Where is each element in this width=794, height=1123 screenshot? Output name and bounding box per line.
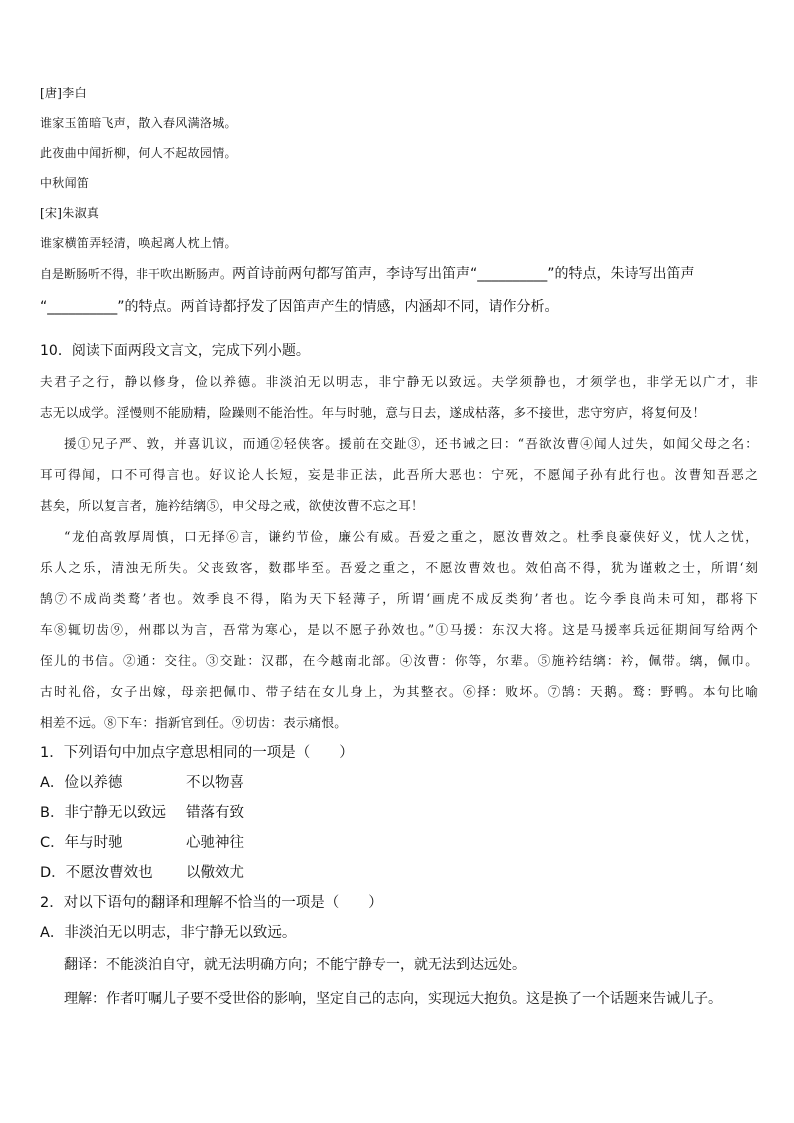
question-2-understanding: 理解：作者叮嘱儿子要不受世俗的影响，坚定自己的志向，实现远大抱负。这是换了一个话题来告诫儿子。: [64, 991, 722, 1007]
q10-title: 10．阅读下面两段文言文，完成下列小题。: [40, 343, 310, 359]
poem2-line-1: 谁家横笛弄轻清，唤起离人枕上情。: [40, 236, 237, 250]
question-1-option-c: [40, 828, 758, 858]
question-2-option-a: A．非淡泊无以明志，非宁静无以致远。: [40, 925, 297, 941]
passage-line: 援①兄子严、敦，并喜讥议，而通②轻侠客。援前在交趾③，还书诫之曰：“吾欲汝曹④闻人过失，如闻父母之名：: [64, 436, 758, 451]
poem2-title: 中秋闻笛: [40, 176, 90, 190]
passage-line: 鹄⑦不成尚类鹜’者也。效季良不得，陷为天下轻薄子，所谓‘画虎不成反类狗’者也。讫今季良尚未可知，郡将下: [40, 591, 758, 606]
passage-line: 侄儿的书信。②通：交往。③交趾：汉郡，在今越南北部。④汝曹：你等，尔辈。⑤施衿结缡：衿，佩带。缡，佩巾。: [40, 653, 758, 668]
option-label: A．俭以养德: [40, 775, 123, 791]
option-label: D．不愿汝曹效也: [40, 865, 153, 881]
q10-paragraph-3: [40, 521, 758, 738]
poem-question-start: 两首诗前两句都写笛声，李诗写出笛声“__________”的特点，朱诗写出笛声: [232, 266, 695, 282]
poem2-author: [宋]朱淑真: [40, 206, 100, 220]
document-page: [40, 78, 758, 1016]
q10-paragraph-1: [40, 366, 758, 428]
question-1-stem: 1．下列语句中加点字意思相同的一项是（ ）: [40, 745, 354, 761]
poem-question-tail: “__________”的特点。两首诗都抒发了因笛声产生的情感，内涵却不同，请作分析。: [40, 299, 559, 315]
passage-line: 乐人之乐，清浊无所失。父丧致客，数郡毕至。吾爱之重之，不愿汝曹效也。效伯高不得，犹为谨敕之士，所谓‘刻: [40, 560, 758, 575]
option-label: B．非宁静无以致远: [40, 805, 166, 821]
passage-line: 车⑧辄切齿⑨，州郡以为言，吾常为寒心，是以不愿子孙效也。”①马援：东汉大将。这是马援率兵远征期间写给两个: [40, 622, 758, 637]
passage-line: 耳可得闻，口不可得言也。好议论人长短，妄是非正法，此吾所大恶也：宁死，不愿闻子孙有此行也。汝曹知吾恶之: [40, 467, 758, 482]
question-1-option-d: [40, 858, 758, 888]
option-pair: 不以物喜: [186, 775, 244, 791]
question-2-stem: 2．对以下语句的翻译和理解不恰当的一项是（ ）: [40, 895, 383, 911]
q10-paragraph-2: [40, 428, 758, 521]
question-1-option-a: [40, 768, 758, 798]
poem1-line-1: 谁家玉笛暗飞声，散入春风满洛城。: [40, 116, 237, 130]
option-pair: 心驰神往: [186, 835, 244, 851]
passage-line: 古时礼俗，女子出嫁，母亲把佩巾、带子结在女儿身上，为其整衣。⑥择：败坏。⑦鹄：天鹅。鹜：野鸭。本句比喻: [40, 684, 758, 699]
poem2-line-2-and-question: [40, 258, 758, 291]
passage-line: “龙伯高敦厚周慎，口无择⑥言，谦约节俭，廉公有威。吾爱之重之，愿汝曹效之。杜季良豪侠好义，忧人之忧，: [64, 529, 758, 544]
poem1-line-2: 此夜曲中闻折柳，何人不起故园情。: [40, 146, 237, 160]
question-2-translation: 翻译：不能淡泊自守，就无法明确方向；不能宁静专一，就无法到达远处。: [64, 957, 526, 973]
poem1-author: [唐]李白: [40, 86, 87, 100]
option-pair: 错落有致: [186, 805, 244, 821]
option-label: C．年与时驰: [40, 835, 123, 851]
question-1-option-b: [40, 798, 758, 828]
passage-line: 夫君子之行，静以修身，俭以养德。非淡泊无以明志，非宁静无以致远。夫学须静也，才须学也，非学无以广才，非: [40, 374, 758, 389]
option-pair: 以儆效尤: [186, 865, 244, 881]
passage-line: 相差不远。⑧下车：指新官到任。⑨切齿：表示痛恨。: [40, 715, 348, 730]
passage-line: 甚矣，所以复言者，施衿结缡⑤，申父母之戒，欲使汝曹不忘之耳！: [40, 498, 424, 513]
poem2-last-line: 自是断肠听不得，非干吹出断肠声。: [40, 267, 233, 281]
passage-line: 志无以成学。淫慢则不能励精，险躁则不能治性。年与时驰，意与日去，遂成枯落，多不接世，悲守穷庐，将复何及！: [40, 405, 706, 420]
